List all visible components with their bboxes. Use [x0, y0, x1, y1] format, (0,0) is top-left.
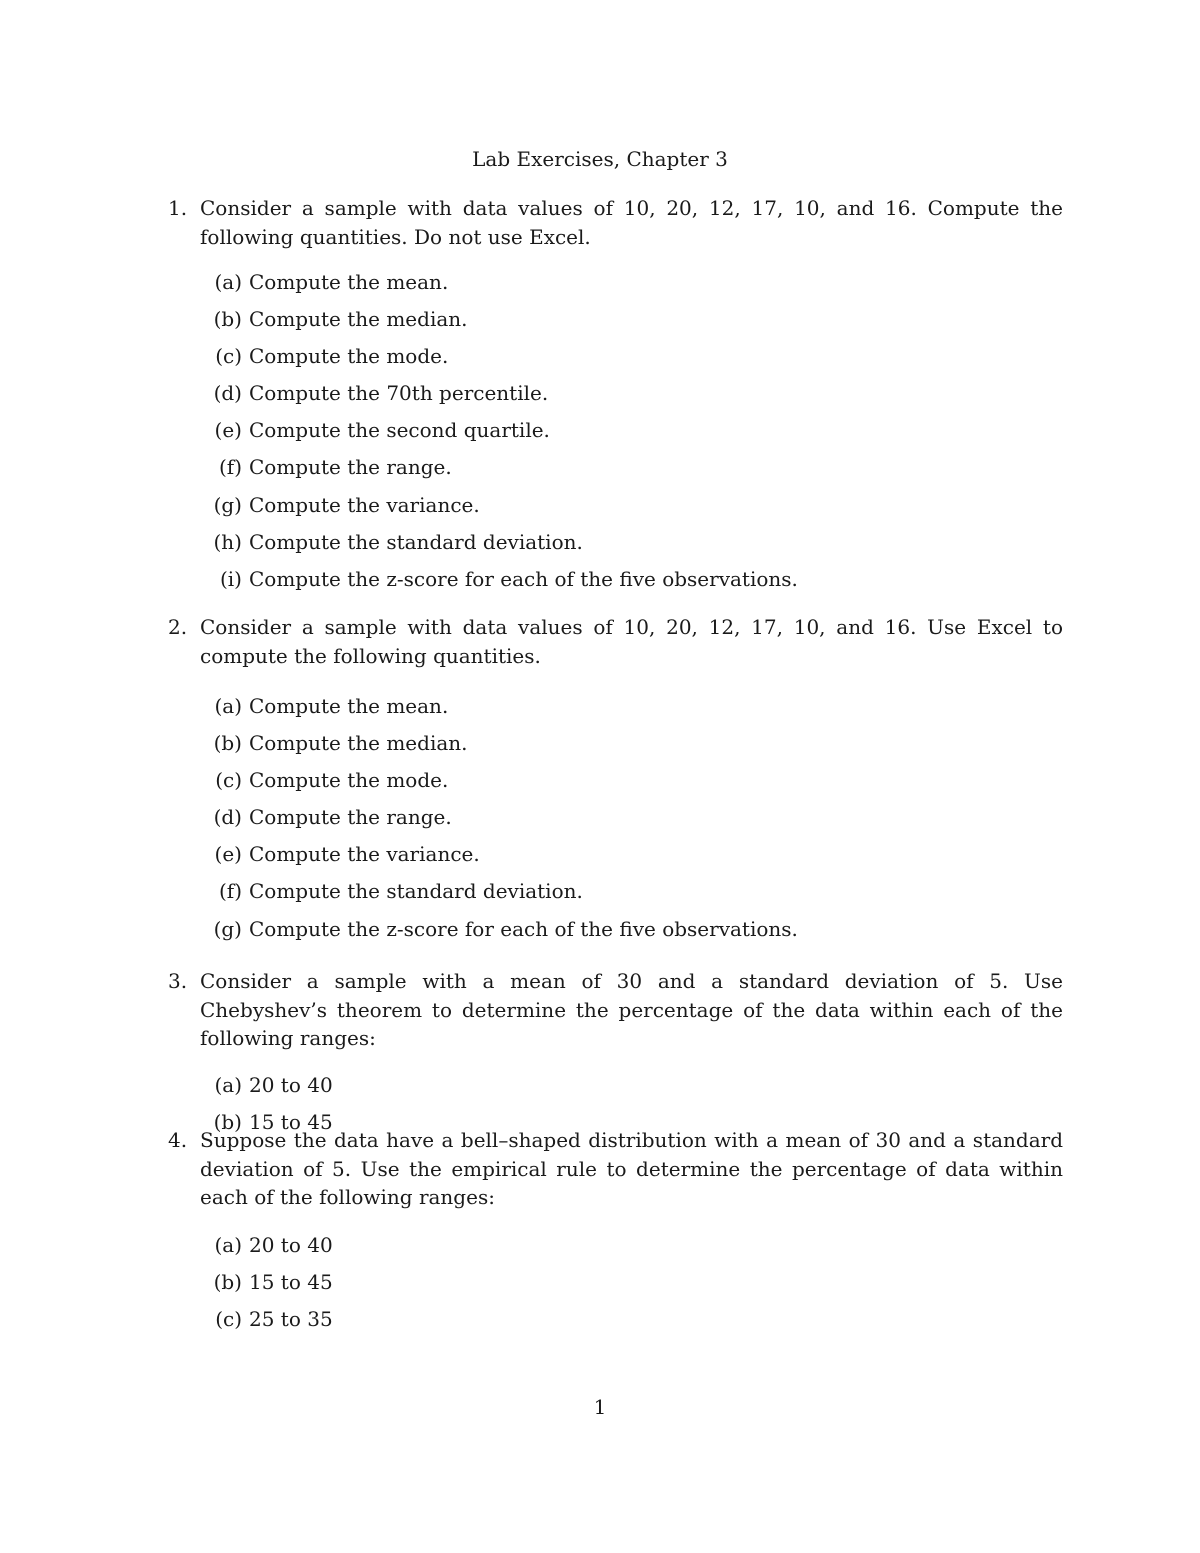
- problem-stem: Consider a sample with data values of 10, 20, 12, 17, 10, and 16. Use Excel to compute the following quantities.: [200, 615, 1063, 668]
- part-label: (e): [214, 842, 242, 867]
- problem-stem: Consider a sample with a mean of 30 and a standard deviation of 5. Use Chebyshev’s theorem to determine the percentage of the data within each of the following ranges:: [200, 969, 1063, 1050]
- list-item: [168, 305, 1063, 342]
- list-item: [168, 416, 1063, 453]
- list-item: [168, 1268, 1063, 1305]
- part-label: (c): [215, 1306, 242, 1331]
- part-label: (a): [214, 1232, 242, 1257]
- part-text: Compute the mode.: [249, 344, 449, 369]
- part-text: 15 to 45: [249, 1109, 333, 1134]
- part-label: (i): [219, 566, 242, 591]
- part-label: (f): [218, 455, 242, 480]
- problem-number: 2.: [168, 615, 188, 639]
- part-text: Compute the median.: [249, 307, 468, 332]
- list-item: [168, 453, 1063, 490]
- part-label: (g): [213, 916, 242, 941]
- list-item: [168, 877, 1063, 914]
- list-item: [168, 268, 1063, 305]
- part-text: 20 to 40: [249, 1232, 333, 1257]
- part-label: (f): [218, 879, 242, 904]
- part-label: (a): [214, 270, 242, 294]
- list-item: [168, 1071, 1063, 1108]
- part-text: Compute the standard deviation.: [249, 529, 583, 554]
- list-item: [168, 1305, 1063, 1342]
- problem-number: 1.: [168, 196, 188, 220]
- list-item: [168, 491, 1063, 528]
- part-label: (c): [215, 768, 242, 793]
- problem-3: [168, 967, 1063, 1145]
- list-item: [168, 766, 1063, 803]
- part-label: (a): [214, 694, 242, 718]
- problem-parts: [168, 268, 1063, 602]
- problem-1: [168, 194, 1063, 602]
- part-text: Compute the variance.: [249, 492, 480, 517]
- part-text: Compute the variance.: [249, 842, 480, 867]
- list-item: [168, 915, 1063, 952]
- part-label: (b): [213, 1269, 242, 1294]
- list-item: [168, 803, 1063, 840]
- problem-parts: [168, 692, 1063, 952]
- problem-number: 4.: [168, 1128, 188, 1152]
- part-label: (c): [215, 344, 242, 369]
- list-item: [168, 342, 1063, 379]
- part-text: Compute the mode.: [249, 768, 449, 793]
- problem-2: [168, 613, 1063, 952]
- part-text: Compute the z-score for each of the five observations.: [249, 916, 798, 941]
- part-label: (b): [213, 307, 242, 332]
- part-text: Compute the 70th percentile.: [249, 381, 549, 406]
- problem-4: [168, 1126, 1063, 1342]
- problem-number: 3.: [168, 969, 188, 993]
- page-title: Lab Exercises, Chapter 3: [472, 147, 728, 171]
- list-item: [168, 1231, 1063, 1268]
- problem-stem: Consider a sample with data values of 10, 20, 12, 17, 10, and 16. Compute the following quantities. Do not use Excel.: [200, 196, 1063, 249]
- problem-stem: Suppose the data have a bell–shaped distribution with a mean of 30 and a standard deviation of 5. Use the empirical rule to determine the percentage of data within each of the following ranges:: [200, 1128, 1063, 1209]
- part-text: Compute the mean.: [249, 270, 449, 294]
- problem-parts: [168, 1231, 1063, 1342]
- part-label: (a): [214, 1072, 242, 1097]
- part-label: (h): [213, 529, 242, 554]
- part-label: (b): [213, 731, 242, 756]
- part-text: Compute the range.: [249, 455, 452, 480]
- part-text: Compute the mean.: [249, 694, 449, 718]
- part-text: 25 to 35: [249, 1306, 333, 1331]
- part-text: Compute the median.: [249, 731, 468, 756]
- part-label: (d): [213, 805, 242, 830]
- part-text: Compute the standard deviation.: [249, 879, 583, 904]
- part-label: (b): [213, 1109, 242, 1134]
- list-item: [168, 729, 1063, 766]
- part-text: Compute the z-score for each of the five observations.: [249, 566, 798, 591]
- part-text: Compute the second quartile.: [249, 418, 550, 443]
- part-label: (d): [213, 381, 242, 406]
- list-item: [168, 692, 1063, 729]
- list-item: [168, 840, 1063, 877]
- list-item: [168, 565, 1063, 602]
- part-label: (g): [213, 492, 242, 517]
- part-text: 20 to 40: [249, 1072, 333, 1097]
- part-text: 15 to 45: [249, 1269, 333, 1294]
- list-item: [168, 379, 1063, 416]
- page-number: 1: [593, 1395, 607, 1419]
- part-text: Compute the range.: [249, 805, 452, 830]
- list-item: [168, 528, 1063, 565]
- part-label: (e): [214, 418, 242, 443]
